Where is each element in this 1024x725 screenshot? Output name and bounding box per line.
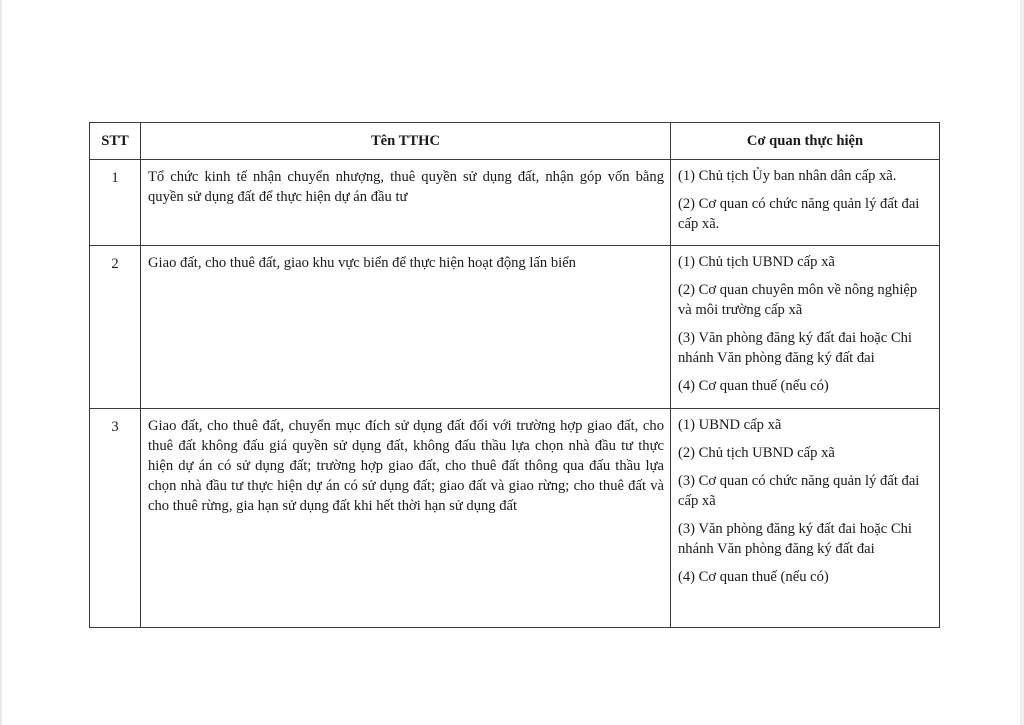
procedure-name: Tổ chức kinh tế nhận chuyển nhượng, thuê quyền sử dụng đất, nhận góp vốn bằng quyền sử dụng đất để thực hiện dự án đầu tư (141, 160, 671, 246)
agency-list (671, 246, 940, 409)
page-edge-left (0, 0, 2, 725)
header-agency: Cơ quan thực hiện (671, 123, 940, 160)
agency-item: (2) Chủ tịch UBND cấp xã (678, 445, 835, 461)
table-header-row (90, 123, 940, 160)
agency-item: (2) Cơ quan chuyên môn về nông nghiệp và môi trường cấp xã (678, 282, 918, 318)
header-stt: STT (90, 123, 141, 160)
page-edge-right (1020, 0, 1024, 725)
agency-list (671, 160, 940, 246)
agency-item: (3) Cơ quan có chức năng quản lý đất đai cấp xã (678, 473, 920, 509)
agency-item: (3) Văn phòng đăng ký đất đai hoặc Chi nhánh Văn phòng đăng ký đất đai (678, 330, 912, 366)
agency-item: (4) Cơ quan thuế (nếu có) (678, 378, 829, 394)
agency-item: (1) Chủ tịch UBND cấp xã (678, 254, 835, 270)
agency-list (671, 409, 940, 628)
row-number: 2 (90, 246, 141, 409)
row-number: 3 (90, 409, 141, 628)
table-header (90, 123, 940, 160)
agency-item: (1) UBND cấp xã (678, 417, 782, 433)
agency-item: (1) Chủ tịch Ủy ban nhân dân cấp xã. (678, 168, 897, 184)
procedure-name: Giao đất, cho thuê đất, giao khu vực biển để thực hiện hoạt động lấn biển (141, 246, 671, 409)
table-body (90, 160, 940, 628)
table-row (90, 160, 940, 246)
procedure-name: Giao đất, cho thuê đất, chuyển mục đích sử dụng đất đối với trường hợp giao đất, cho thuê đất không đấu giá quyền sử dụng đất, không đấu thầu lựa chọn nhà đầu tư thực hiện dự án có sử dụng đất; trường hợp giao đất, cho thuê đất thông qua đấu thầu lựa chọn nhà đầu tư thực hiện dự án có sử dụng đất; giao đất và giao rừng; cho thuê đất và cho thuê rừng, gia hạn sử dụng đất khi hết thời hạn sử dụng đất (141, 409, 671, 628)
agency-item: (4) Cơ quan thuế (nếu có) (678, 569, 829, 585)
procedures-table (89, 122, 940, 628)
row-number: 1 (90, 160, 141, 246)
header-procedure-name: Tên TTHC (141, 123, 671, 160)
table-row (90, 409, 940, 628)
agency-item: (3) Văn phòng đăng ký đất đai hoặc Chi nhánh Văn phòng đăng ký đất đai (678, 521, 912, 557)
table-row (90, 246, 940, 409)
agency-item: (2) Cơ quan có chức năng quản lý đất đai cấp xã. (678, 196, 920, 232)
